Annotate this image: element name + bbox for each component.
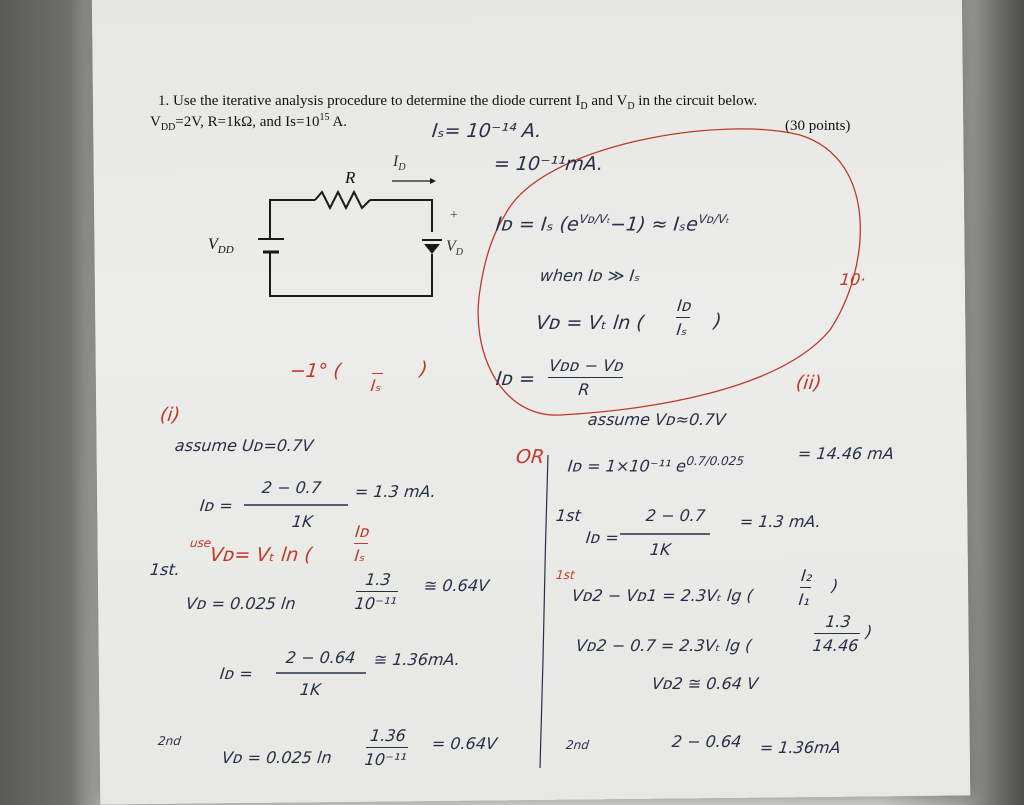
vd-log-fraction: Iᴅ Iₛ xyxy=(675,296,693,339)
diode-equation: Iᴅ = Iₛ $(e^{Vᴅ/V_t}-1) \approx I_se^{Vᴅ/V_t}$ xyxy=(494,212,731,236)
first-iteration-right: 1st xyxy=(555,506,582,525)
points-label: (30 points) xyxy=(785,118,851,134)
id3-den: 1K xyxy=(649,540,672,559)
vd2r-fraction: 1.3 14.46 xyxy=(811,612,860,655)
idr-result: = 14.46 mA xyxy=(797,444,895,463)
wire-top-right xyxy=(370,200,432,232)
vdd-label: $V_{DD}$ xyxy=(208,236,234,257)
label-method-i: (i) xyxy=(158,404,182,426)
id4-result: = 1.36mA xyxy=(759,738,842,757)
id1-den: 1K xyxy=(291,512,314,531)
current-label: $I_D$ xyxy=(393,153,406,174)
first-iteration-right-note: 1st xyxy=(555,568,576,582)
id-equation-lhs: Iᴅ = xyxy=(494,368,537,390)
is-value-ma: = 10⁻¹¹mA. xyxy=(492,153,605,175)
or-label: OR xyxy=(514,446,546,468)
use-note: use xyxy=(189,536,212,550)
assume-right: assume Vᴅ≈0.7V xyxy=(587,410,727,429)
vd2r-equation: Vᴅ2 − 0.7 = 2.3Vₜ lg ( xyxy=(575,636,753,655)
id2-den: 1K xyxy=(299,680,322,699)
id4-num: 2 − 0.64 xyxy=(671,732,743,751)
vd2-result: = 0.64V xyxy=(431,734,499,753)
first-iteration-left: 1st. xyxy=(149,560,181,579)
vd1-result: ≅ 0.64V xyxy=(423,576,491,595)
id3-lhs: Iᴅ = xyxy=(585,528,620,547)
second-iteration-left: 2nd xyxy=(157,734,182,748)
id2-result: ≅ 1.36mA. xyxy=(373,650,462,669)
red-fragment-fraction: Iₛ xyxy=(370,352,385,395)
id2-num: 2 − 0.64 xyxy=(285,648,357,667)
label-method-ii: (ii) xyxy=(794,372,823,394)
diode-voltage-label: $V_D$ xyxy=(446,238,464,259)
vd-log-equation: Vᴅ = Vₜ ln ( xyxy=(534,312,646,334)
vdiff-close: ) xyxy=(831,576,840,595)
idr-equation: Iᴅ = 1×10⁻¹¹ $e^{0.7/0.025}$ xyxy=(566,454,745,476)
problem-statement-line1: 1. Use the iterative analysis procedure to determine the diode current $I_D$ and $V_D$ in the circuit below. xyxy=(158,93,758,112)
id1-lhs: Iᴅ = xyxy=(199,496,234,515)
id3-result: = 1.3 mA. xyxy=(739,512,822,531)
id-equation-fraction: Vᴅᴅ − Vᴅ R xyxy=(548,356,625,399)
vd1-lhs: Vᴅ = 0.025 ln xyxy=(185,594,297,613)
vd2r-result: Vᴅ2 ≅ 0.64 V xyxy=(651,674,760,693)
divider-line xyxy=(540,455,548,768)
second-iteration-right: 2nd xyxy=(565,738,590,752)
red-fragment: −1° ( xyxy=(288,360,343,382)
is-value: Iₛ= 10⁻¹⁴ A. xyxy=(430,120,543,142)
vd-use-fraction: Iᴅ Iₛ xyxy=(353,522,371,565)
id1-result: = 1.3 mA. xyxy=(354,482,437,501)
id3-num: 2 − 0.7 xyxy=(645,506,707,525)
vd2-lhs: Vᴅ = 0.025 ln xyxy=(221,748,333,767)
vd1-fraction: 1.3 10⁻¹¹ xyxy=(353,570,398,613)
plus-sign: + xyxy=(450,208,458,223)
id1-num: 2 − 0.7 xyxy=(261,478,323,497)
wire-bottom xyxy=(270,256,432,296)
vdiff-fraction: I₂ I₁ xyxy=(797,566,814,609)
vd-log-close: ) xyxy=(712,310,723,332)
vd-use-equation: Vᴅ= Vₜ ln ( xyxy=(208,544,314,566)
red-fragment-close: ) xyxy=(418,358,429,380)
approximation-condition: when Iᴅ ≫ Iₛ xyxy=(539,266,642,285)
vd2-fraction: 1.36 10⁻¹¹ xyxy=(363,726,408,769)
red-score-note: 10· xyxy=(839,270,867,289)
wire-top-left xyxy=(270,200,315,228)
resistor-symbol xyxy=(315,192,370,208)
vd2r-close: ) xyxy=(865,622,874,641)
problem-statement-line2: $V_{DD}=2V$, R=1kΩ, and $Is=10^{15}$ A. xyxy=(150,112,347,133)
id2-lhs: Iᴅ = xyxy=(219,664,254,683)
vdiff-equation: Vᴅ2 − Vᴅ1 = 2.3Vₜ lg ( xyxy=(571,586,754,605)
diode-triangle xyxy=(424,244,440,254)
resistor-label: R xyxy=(345,168,356,187)
assume-left: assume Uᴅ=0.7V xyxy=(174,436,315,455)
